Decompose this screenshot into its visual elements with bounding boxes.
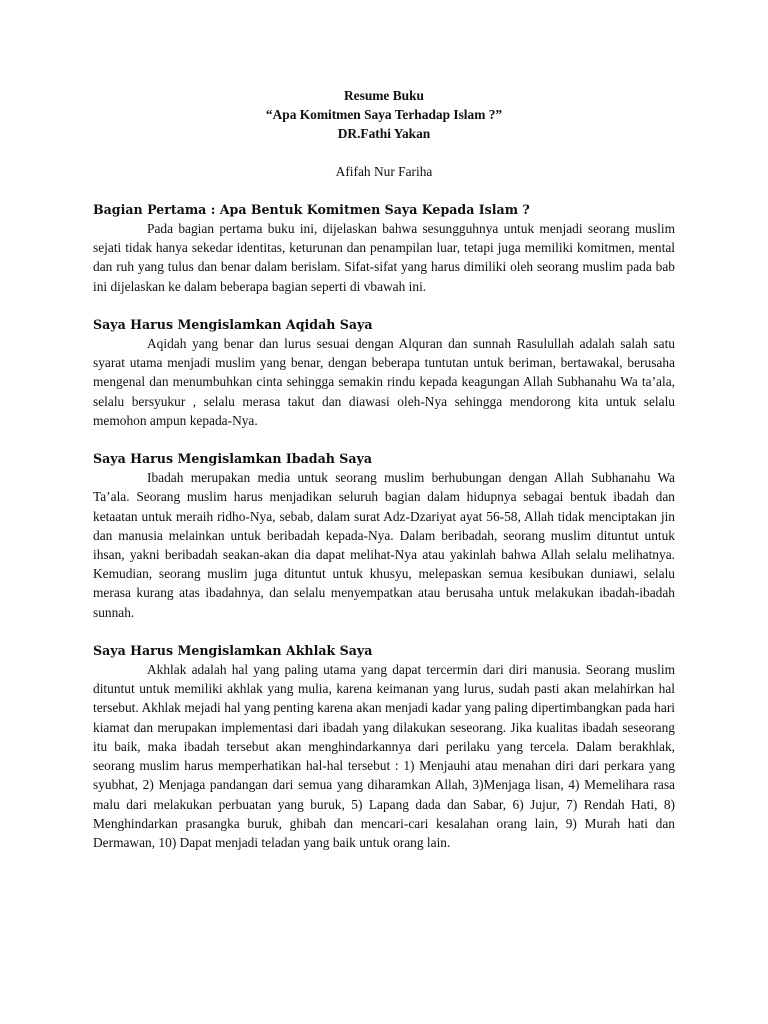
section-akhlak: [93, 641, 675, 852]
book-author: DR.Fathi Yakan: [337, 126, 431, 142]
section-ibadah: [93, 449, 675, 622]
document-page: [93, 86, 675, 852]
title-block: [93, 86, 675, 144]
section-body: Aqidah yang benar dan lurus sesuai dengan Alquran dan sunnah Rasulullah adalah salah satu syarat utama menjadi muslim yang benar, dengan beberapa tuntutan untuk beriman, bertawakal, berusaha mengenal dan menumbuhkan cinta sehingga semakin rindu kepada keagungan Allah Subhanahu Wa ta’ala, selalu bersyukur , selalu merasa takut dan diawasi oleh-Nya sehingga mendorong kita untuk selalu memohon ampun kepada-Nya.: [93, 336, 675, 428]
resume-author: Afifah Nur Fariha: [335, 163, 433, 179]
section-bagian-pertama: [93, 200, 675, 296]
section-body: Pada bagian pertama buku ini, dijelaskan bahwa sesungguhnya untuk menjadi seorang muslim sejati tidak hanya sekedar identitas, keturunan dan penampilan luar, tetapi juga memiliki komitmen, mental dan ruh yang tulus dan benar dalam berislam. Sifat-sifat yang harus dimiliki oleh seorang muslim pada bab ini dijelaskan ke dalam beberapa bagian seperti di vbawah ini.: [93, 221, 675, 294]
section-heading: Bagian Pertama : Apa Bentuk Komitmen Saya Kepada Islam ?: [93, 201, 530, 217]
title-line-1: Resume Buku: [344, 88, 424, 103]
book-title: “Apa Komitmen Saya Terhadap Islam ?”: [265, 107, 503, 123]
section-body: Akhlak adalah hal yang paling utama yang dapat tercermin dari diri manusia. Seorang muslim dituntut untuk memiliki akhlak yang mulia, karena keimanan yang lurus, sudah pasti akan melahirkan hal tersebut. Akhlak mejadi hal yang penting karena akan menjadi kadar yang paling dipertimbangkan pada hari kiamat dan merupakan implementasi dari ibadah yang dilakukan seseorang. Jika kualitas ibadah seseorang itu baik, maka ibadah tersebut akan menghindarkannya dari perilaku yang tercela. Dalam berakhlak, seorang muslim harus memperhatikan hal-hal tersebut : 1) Menjauhi atau menahan diri dari perkara yang syubhat, 2) Menjaga pandangan dari semua yang diharamkan Allah, 3)Menjaga lisan, 4) Memelihara rasa malu dari melakukan perbuatan yang buruk, 5) Lapang dada dan Sabar, 6) Jujur, 7) Rendah Hati, 8) Menghindarkan prasangka buruk, ghibah dan mencari-cari kesalahan orang lain, 9) Murah hati dan Dermawan, 10) Dapat menjadi teladan yang baik untuk orang lain.: [93, 662, 675, 850]
section-heading: Saya Harus Mengislamkan Ibadah Saya: [93, 451, 373, 467]
section-body: Ibadah merupakan media untuk seorang muslim berhubungan dengan Allah Subhanahu Wa Ta’ala. Seorang muslim harus menjadikan seluruh bagian dalam hidupnya sebagai bentuk ibadah dan ketaatan untuk meraih ridho-Nya, sebab, dalam surat Adz-Dzariyat ayat 56-58, Allah tidak menciptakan jin dan manusia melainkan untuk beribadah kepada-Nya. Dalam beribadah, seorang muslim dituntut untuk ihsan, yakni beribadah seakan-akan dia dapat melihat-Nya atau yakinlah bahwa Allah selalu melihatnya. Kemudian, seorang muslim juga dituntut untuk khusyu, melepaskan semua kesibukan duniawi, selalu merasa kurang atas ibadahnya, dan selalu menyempatkan atau berusaha untuk melakukan ibadah-ibadah sunnah.: [93, 470, 675, 620]
section-aqidah: [93, 315, 675, 430]
section-heading: Saya Harus Mengislamkan Akhlak Saya: [93, 642, 373, 658]
section-heading: Saya Harus Mengislamkan Aqidah Saya: [93, 316, 373, 332]
